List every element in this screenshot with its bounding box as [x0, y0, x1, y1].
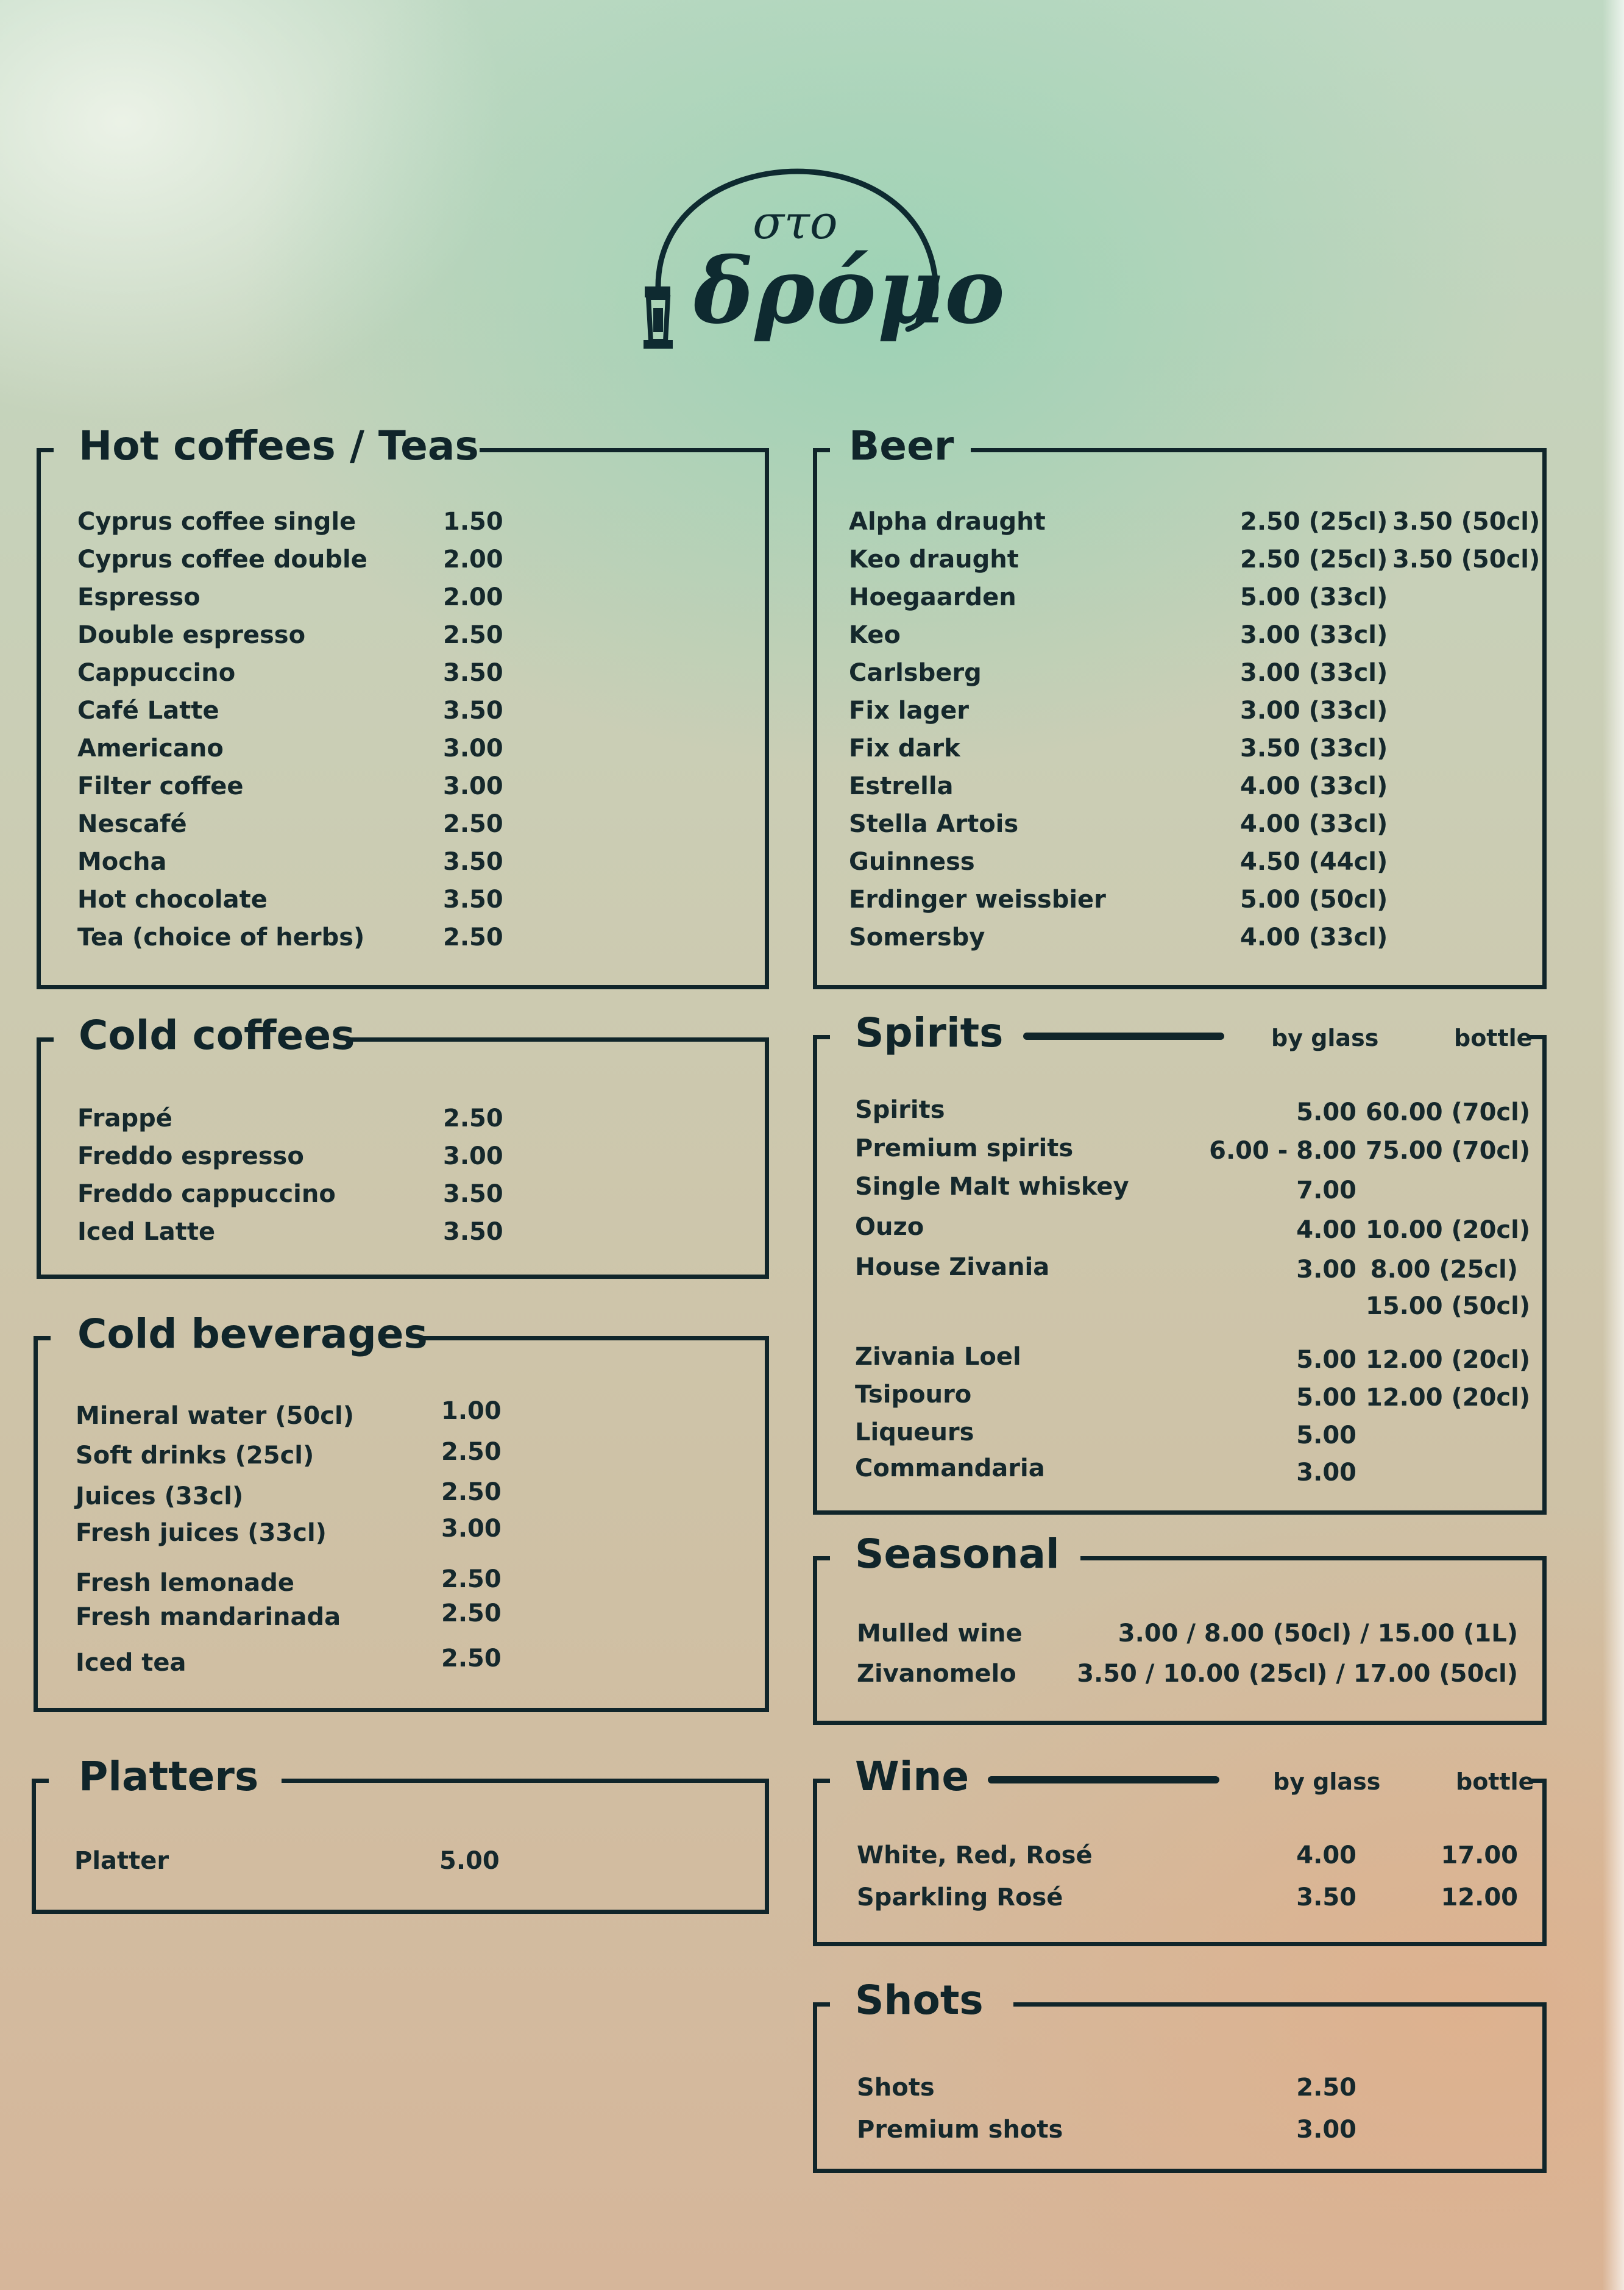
section-title: Cold beverages: [77, 1310, 428, 1357]
menu-item: Keo: [849, 621, 901, 649]
section-hot-coffees: [37, 422, 769, 989]
menu-price: 3.00: [1296, 2116, 1356, 2144]
menu-item: Cappuccino: [77, 659, 236, 687]
menu-price: 5.00: [439, 1847, 500, 1875]
menu-price-large: 3.50 (50cl): [1392, 508, 1541, 536]
section-title: Beer: [849, 422, 954, 469]
section-cold-beverages: [34, 1310, 769, 1712]
menu-item: Americano: [77, 734, 224, 763]
logo: [634, 104, 1006, 360]
menu-price-glass: 3.50: [1296, 1883, 1356, 1911]
menu-item: Liqueurs: [855, 1418, 974, 1446]
menu-item: Fix dark: [849, 734, 960, 763]
section-title: Seasonal: [855, 1531, 1060, 1577]
section-title: Shots: [855, 1977, 984, 2024]
menu-item: Sparkling Rosé: [857, 1883, 1063, 1911]
menu-price-glass: 4.00: [1296, 1841, 1356, 1869]
menu-item: Café Latte: [77, 697, 219, 725]
menu-item: Fresh juices (33cl): [76, 1519, 327, 1547]
menu-item: Freddo cappuccino: [77, 1180, 336, 1208]
menu-price: 4.00 (33cl): [1240, 923, 1388, 951]
section-title: Platters: [79, 1753, 259, 1800]
section-wine: [813, 1753, 1547, 1946]
section-spirits: [813, 1009, 1547, 1515]
menu-price-bottle: 8.00 (25cl): [1370, 1256, 1518, 1284]
menu-item: Espresso: [77, 583, 200, 611]
menu-item: Premium shots: [857, 2116, 1063, 2144]
menu-item: Cyprus coffee single: [77, 508, 356, 536]
menu-price: 3.50: [443, 659, 503, 687]
menu-price: 3.50: [443, 848, 503, 876]
menu-price: 4.50 (44cl): [1240, 848, 1388, 876]
menu-item: Mineral water (50cl): [76, 1402, 354, 1430]
menu-item: Carlsberg: [849, 659, 982, 687]
section-platters: [32, 1753, 769, 1914]
menu-item: Nescafé: [77, 810, 187, 838]
menu-price-glass: 5.00: [1296, 1421, 1356, 1449]
menu-price-bottle: 10.00 (20cl): [1366, 1216, 1531, 1244]
menu-item: Keo draught: [849, 546, 1019, 574]
menu-item: House Zivania: [855, 1253, 1050, 1281]
menu-item: Spirits: [855, 1096, 945, 1124]
menu-price-glass: 3.00: [1296, 1459, 1356, 1487]
column-header-by-glass: by glass: [1271, 1025, 1379, 1051]
menu-item: Juices (33cl): [76, 1482, 244, 1510]
menu-price-glass: 5.00: [1296, 1346, 1356, 1374]
menu-item: Premium spirits: [855, 1134, 1074, 1162]
menu-item: Cyprus coffee double: [77, 546, 367, 574]
section-title: Hot coffees / Teas: [79, 422, 479, 469]
menu-item: Soft drinks (25cl): [76, 1442, 314, 1470]
menu-item: Somersby: [849, 923, 985, 951]
menu-price: 2.50: [443, 1104, 503, 1133]
section-title: Wine: [855, 1753, 970, 1800]
column-header-bottle: bottle: [1456, 1768, 1534, 1795]
menu-price: 3.50: [443, 697, 503, 725]
menu-price: 3.00 (33cl): [1240, 621, 1388, 649]
menu-price-glass: 4.00: [1296, 1216, 1356, 1244]
menu-price: 2.50: [441, 1478, 502, 1506]
menu-price: 2.50: [441, 1565, 502, 1593]
menu-item: Alpha draught: [849, 508, 1046, 536]
menu-price: 2.50: [441, 1438, 502, 1466]
menu-item: Mocha: [77, 848, 167, 876]
menu-item: Fresh mandarinada: [76, 1603, 341, 1631]
menu-item: Iced tea: [76, 1649, 186, 1677]
menu-price-glass: 3.00: [1296, 1256, 1356, 1284]
menu-item: Hoegaarden: [849, 583, 1016, 611]
menu-item: Shots: [857, 2074, 935, 2102]
menu-price: 2.50: [441, 1645, 502, 1673]
menu-price: 5.00 (50cl): [1240, 886, 1388, 914]
menu-price: 2.50: [441, 1599, 502, 1627]
menu-price-bottle: 12.00 (20cl): [1366, 1346, 1531, 1374]
menu-item: Zivania Loel: [855, 1343, 1021, 1371]
menu-price-large: 3.50 (50cl): [1392, 546, 1541, 574]
column-header-bottle: bottle: [1454, 1025, 1533, 1051]
menu-price: 3.50: [443, 886, 503, 914]
menu-item: Platter: [74, 1847, 169, 1875]
menu-price-glass: 6.00 - 8.00: [1209, 1137, 1356, 1165]
menu-item: Stella Artois: [849, 810, 1019, 838]
menu-item: Filter coffee: [77, 772, 244, 800]
menu-price-glass: 7.00: [1296, 1176, 1356, 1204]
section-title: Spirits: [855, 1009, 1004, 1056]
menu-price: 2.50: [1296, 2074, 1356, 2102]
menu-price: 5.00 (33cl): [1240, 583, 1388, 611]
menu-item: Hot chocolate: [77, 886, 268, 914]
menu-price: 3.50: [443, 1180, 503, 1208]
menu-item: Single Malt whiskey: [855, 1173, 1129, 1201]
menu-price: 2.50 (25cl): [1240, 508, 1388, 536]
section-cold-coffees: [37, 1012, 769, 1279]
section-beer: [813, 422, 1547, 989]
page-edge: [1603, 0, 1624, 2290]
menu-item: Tea (choice of herbs): [77, 923, 365, 951]
section-title: Cold coffees: [79, 1012, 355, 1059]
menu-price: 2.50: [443, 810, 503, 838]
menu-price: 3.00: [443, 772, 503, 800]
menu-price: 3.00: [443, 734, 503, 763]
menu-price: 3.00 (33cl): [1240, 697, 1388, 725]
menu-price: 4.00 (33cl): [1240, 810, 1388, 838]
menu-item: Double espresso: [77, 621, 306, 649]
menu-price: 2.00: [443, 583, 503, 611]
menu-item: Zivanomelo: [857, 1660, 1016, 1688]
menu-price: 2.50 (25cl): [1240, 546, 1388, 574]
section-shots: [813, 1977, 1547, 2173]
menu-item: Tsipouro: [855, 1381, 972, 1409]
menu-price-bottle: 12.00: [1441, 1883, 1518, 1911]
menu-price: 3.00: [441, 1515, 502, 1543]
menu-item: Iced Latte: [77, 1218, 216, 1246]
logo-text-main: δρόμο: [693, 238, 1006, 344]
menu-price-bottle: 17.00: [1441, 1841, 1518, 1869]
menu-item: Fix lager: [849, 697, 969, 725]
menu-price: 3.00 (33cl): [1240, 659, 1388, 687]
column-header-by-glass: by glass: [1273, 1768, 1381, 1795]
menu-price: 1.50: [443, 508, 503, 536]
menu-item: White, Red, Rosé: [857, 1841, 1093, 1869]
menu-price: 2.50: [443, 923, 503, 951]
menu-item: Guinness: [849, 848, 975, 876]
menu-price: 3.00: [443, 1142, 503, 1170]
menu-price-bottle: 15.00 (50cl): [1366, 1292, 1531, 1320]
menu-item: Frappé: [77, 1104, 172, 1133]
menu-item: Estrella: [849, 772, 954, 800]
section-seasonal: [813, 1531, 1547, 1725]
menu-price-bottle: 75.00 (70cl): [1366, 1137, 1531, 1165]
menu-item: Mulled wine: [857, 1620, 1023, 1648]
menu-item: Fresh lemonade: [76, 1569, 295, 1597]
menu-price-glass: 5.00: [1296, 1384, 1356, 1412]
menu-item: Freddo espresso: [77, 1142, 304, 1170]
menu-price: 3.50 (33cl): [1240, 734, 1388, 763]
menu-item: Commandaria: [855, 1454, 1045, 1482]
menu-price: 3.50 / 10.00 (25cl) / 17.00 (50cl): [1077, 1660, 1518, 1688]
menu-price: 3.50: [443, 1218, 503, 1246]
menu-price-bottle: 60.00 (70cl): [1366, 1098, 1531, 1126]
menu-price: 1.00: [441, 1397, 502, 1425]
menu-item: Erdinger weissbier: [849, 886, 1106, 914]
menu-price: 4.00 (33cl): [1240, 772, 1388, 800]
menu-item: Ouzo: [855, 1213, 924, 1241]
menu-price: 2.00: [443, 546, 503, 574]
menu-price: 3.00 / 8.00 (50cl) / 15.00 (1L): [1118, 1620, 1518, 1648]
logo-text-top: στο: [753, 195, 838, 249]
menu-price-glass: 5.00: [1296, 1098, 1356, 1126]
menu-price-bottle: 12.00 (20cl): [1366, 1384, 1531, 1412]
menu-price: 2.50: [443, 621, 503, 649]
